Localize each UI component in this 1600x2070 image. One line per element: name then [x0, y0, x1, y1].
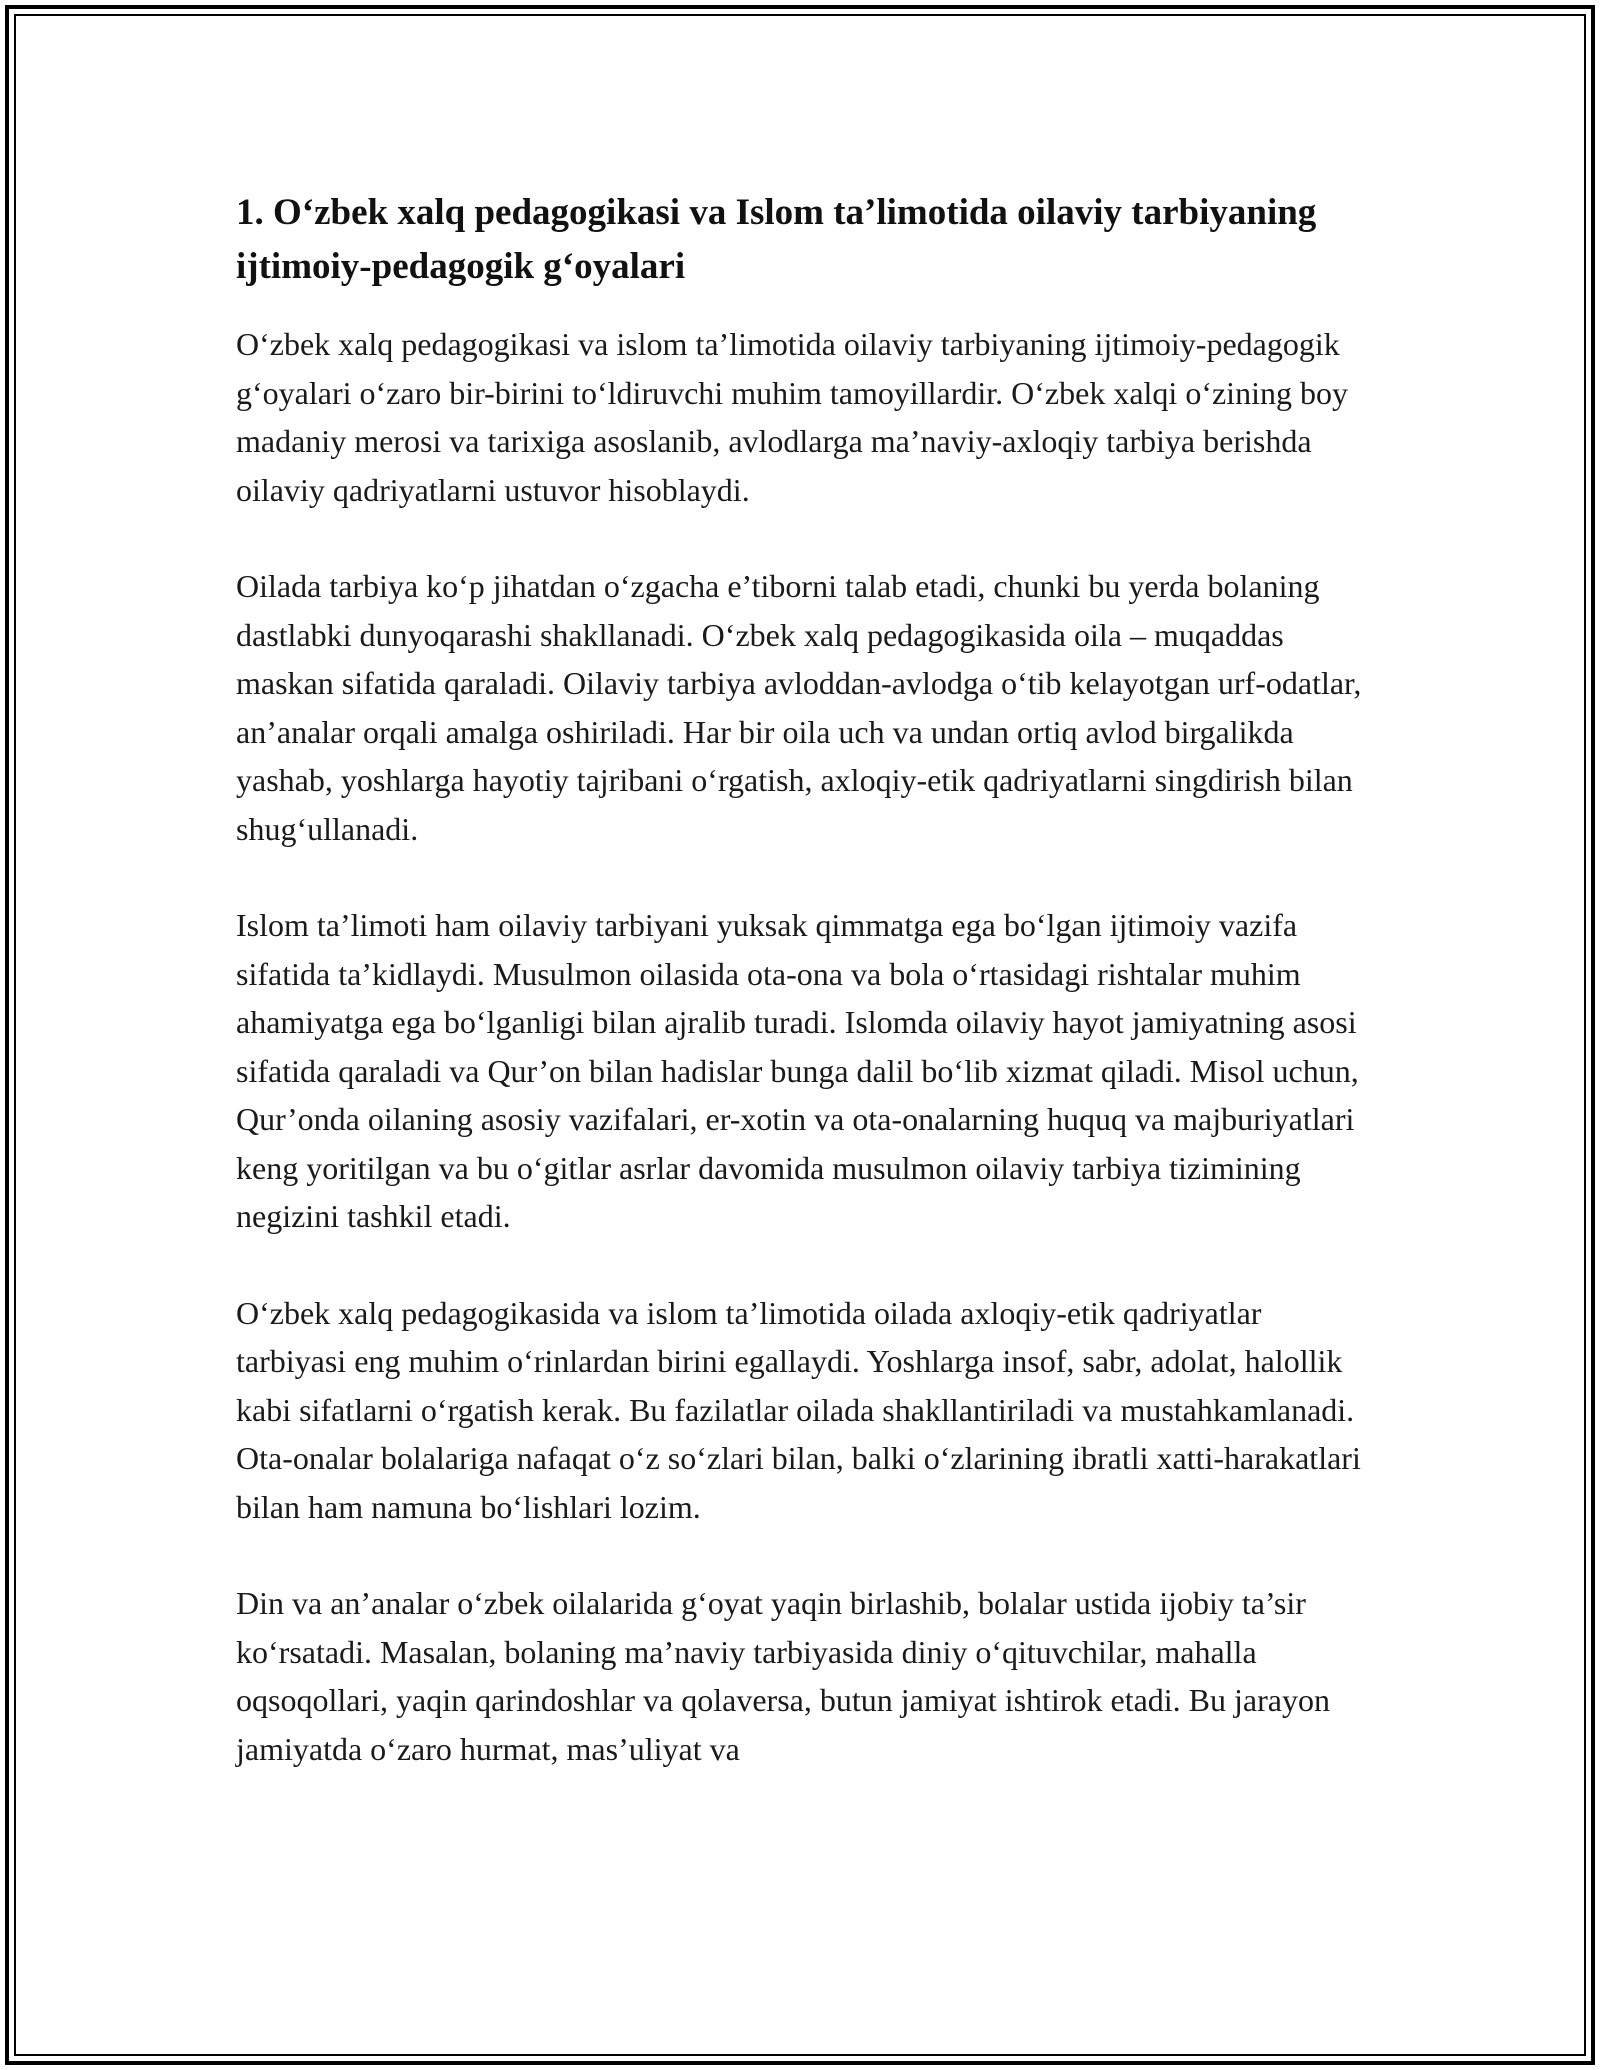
paragraph-4: O‘zbek xalq pedagogikasida va islom ta’limotida oilada axloqiy-etik qadriyatlar tarbiyasi eng muhim o‘rinlardan birini egallaydi. Yoshlarga insof, sabr, adolat, halollik kabi sifatlarni o‘rgatish kerak. Bu fazilatlar oilada shakllantiriladi va mustahkamlanadi. Ota-onalar bolalariga nafaqat o‘z so‘zlari bilan, balki o‘zlarining ibratli xatti-harakatlari bilan ham namuna bo‘lishlari lozim. [236, 1294, 1361, 1525]
paragraph-1: O‘zbek xalq pedagogikasi va islom ta’limotida oilaviy tarbiyaning ijtimoiy-pedagogik g‘oyalari o‘zaro bir-birini to‘ldiruvchi muhim tamoyillardir. O‘zbek xalqi o‘zining boy madaniy merosi va tarixiga asoslanib, avlodlarga ma’naviy-axloqiy tarbiya berishda oilaviy qadriyatlarni ustuvor hisoblaydi. [236, 326, 1348, 508]
paragraph-5: Din va an’analar o‘zbek oilalarida g‘oyat yaqin birlashib, bolalar ustida ijobiy ta’sir ko‘rsatadi. Masalan, bolaning ma’naviy tarbiyasida diniy o‘qituvchilar, mahalla oqsoqollari, yaqin qarindoshlar va qolaversa, butun jamiyat ishtirok etadi. Bu jarayon jamiyatda o‘zaro hurmat, mas’uliyat va [236, 1585, 1330, 1767]
paragraph-3: Islom ta’limoti ham oilaviy tarbiyani yuksak qimmatga ega bo‘lgan ijtimoiy vazifa sifatida ta’kidlaydi. Musulmon oilasida ota-ona va bola o‘rtasidagi rishtalar muhim ahamiyatga ega bo‘lganligi bilan ajralib turadi. Islomda oilaviy hayot jamiyatning asosi sifatida qaraladi va Qur’on bilan hadislar bunga dalil bo‘lib xizmat qiladi. Misol uchun, Qur’onda oilaning asosiy vazifalari, er-xotin va ota-onalarning huquq va majburiyatlari keng yoritilgan va bu o‘gitlar asrlar davomida musulmon oilaviy tarbiya tizimining negizini tashkil etadi. [236, 907, 1359, 1234]
paragraph-2: Oilada tarbiya ko‘p jihatdan o‘zgacha e’tiborni talab etadi, chunki bu yerda bolaning dastlabki dunyoqarashi shakllanadi. O‘zbek xalq pedagogikasida oila – muqaddas maskan sifatida qaraladi. Oilaviy tarbiya avloddan-avlodga o‘tib kelayotgan urf-odatlar, an’analar orqali amalga oshiriladi. Har bir oila uch va undan ortiq avlod birgalikda yashab, yoshlarga hayotiy tajribani o‘rgatish, axloqiy-etik qadriyatlarni singdirish bilan shug‘ullanadi. [236, 568, 1362, 847]
document-body [236, 186, 1376, 1773]
section-heading: 1. O‘zbek xalq pedagogikasi va Islom ta’limotida oilaviy tarbiyaning ijtimoiy-pedagogik g‘oyalari [236, 192, 1317, 287]
